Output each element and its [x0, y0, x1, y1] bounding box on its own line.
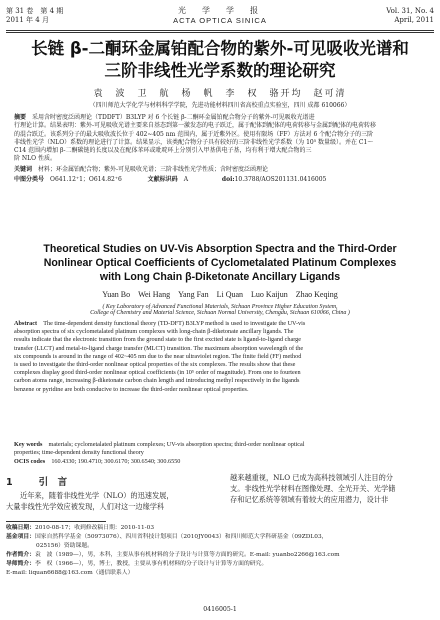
abstract-en-label: Abstract [14, 320, 38, 327]
authors-cn: 袁 波 卫 航 杨 帆 李 权 骆开均 赵可清 [93, 89, 347, 99]
header-date-en: April, 2011 [394, 16, 434, 24]
header-rule-thin [6, 32, 434, 33]
header-volume-cn: 第 31 卷 第 4 期 [6, 7, 64, 15]
footnote-line: E-mail: liquan6688@163.com（通信联系人） [6, 570, 134, 576]
title-cn-line: 三阶非线性光学系数的理论研究 [104, 61, 336, 80]
footnote-line: 作者简介：袁 波（1989—），男，本科，主要从事有机材料的分子设计与计算等方面的研究。E-mail: yuanbo2266@163.com [6, 552, 340, 558]
abstract-cn-line: 的混合跃迁。该系列分子的最大吸收波长位于 402~405 nm 范围内，属于近紫外区。使用有限场（FF）方法对 6 个配合物分子的三阶 [14, 130, 374, 138]
footnote-line: 基金项目：国家自然科学基金（50973076）、四川省科技计划项目（2010JY0043）和四川师范大学科研基金（09ZDL03， [6, 534, 328, 540]
doc-code-label: 文献标识码 [147, 176, 178, 183]
affiliation-en-line: ( Key Laboratory of Advanced Functional Materials, Sichuan Province Higher Education System, [102, 304, 338, 310]
footnote-line: 导师简介：李 权（1966—），男，博士，教授，主要从事有机材料的分子设计与计算等方面的研究。 [6, 561, 268, 567]
footnotes [6, 524, 434, 578]
journal-name-en: ACTA OPTICA SINICA [173, 16, 267, 25]
abstract-en-line: is used to investigate the third-order nonlinear optical properties of the six complexes. The results show that these [14, 361, 296, 369]
ocis-label: OCIS codes [14, 458, 46, 465]
title-en-line: Theoretical Studies on UV-Vis Absorption Spectra and the Third-Order [43, 243, 397, 255]
abstract-en-line: absorption spectra of six cyclometalated platinum complexes with long-chain β-diketonate ancillary ligands. The [14, 328, 294, 336]
abstract-cn [14, 114, 426, 164]
doi-value: 10.3788/AOS201131.0416005 [234, 176, 327, 183]
keywords-cn [14, 166, 426, 174]
abstract-cn-line: 摘要 采用含时密度泛函理论（TDDFT）B3LYP 对 6 个长链 β-二酮环金属铂配合物分子的紫外-可见吸收光谱进 [14, 114, 315, 121]
keywords-en-label: Key words [14, 441, 43, 448]
footnote-rule [6, 521, 106, 522]
keywords-en-line: properties; time-dependent density functional theory [14, 449, 144, 457]
abstract-en-line: benzene or pyridine are both conducive to increase the third-order nonlinear optical properties. [14, 385, 249, 393]
ocis-codes [14, 458, 426, 466]
abstract-cn-line: 阶 NLO 性质。 [14, 155, 56, 163]
title-cn-line: 长链 β-二酮环金属铂配合物的紫外-可见吸收光谱和 [31, 39, 409, 58]
affiliation-en [0, 304, 440, 316]
body-line: 大量非线性光学效应被发现，人们对这一边缘学科 [6, 502, 165, 511]
title-en [6, 242, 434, 284]
affiliation-en-line: College of Chemistry and Material Science, Sichuan Normal University, Chengdu, Sichuan 610066, China ) [90, 310, 350, 316]
ocis-value: 160.4330; 190.4710; 300.6170; 300.6540; 300.6550 [51, 458, 181, 465]
body-line: 近年来，随着非线性光学（NLO）的迅速发展， [20, 491, 174, 500]
doc-code-value: A [183, 176, 189, 183]
title-en-line: with Long Chain β-Diketonate Ancillary Ligands [99, 271, 341, 283]
header-right [386, 7, 434, 25]
keywords-cn-label: 关键词 [14, 166, 33, 173]
header-rule [6, 30, 434, 31]
footnote-line: 收稿日期：2010-08-17；收到修改稿日期：2010-11-03 [6, 525, 155, 531]
abstract-cn-line: 行理论计算。结果表明：紫外-可见吸收光谱主要来自基态到第一激发态的电子跃迁，属于配体到配体的电荷转移与金属到配体的电荷转移 [14, 122, 377, 130]
keywords-cn-text: 材料；环金属铂配合物；紫外-可见吸收光谱；三阶非线性光学性质；含时密度泛函理论 [38, 166, 269, 173]
section-number: 1 [6, 477, 13, 488]
abstract-cn-line: C14 范围内增加 β-二酮碳链的长度以及在配体苯环或吡啶环上分别引入甲基供电子基，均有利于增大配合物的三 [14, 147, 312, 155]
section-title: 引 言 [38, 477, 68, 488]
header-center [6, 6, 434, 26]
body-column-left [6, 490, 214, 512]
header-volume-en: Vol. 31, No. 4 [386, 7, 434, 15]
journal-name-cn: 光 学 学 报 [178, 6, 262, 15]
clc-label: 中图分类号 [14, 176, 45, 183]
abstract-en-line: complexes display good third-order nonlinear optical coefficients (in 10⁵ order of magnitude). From one to fourteen [14, 369, 301, 377]
clc-value: O641.12⁺1；O614.82⁺6 [50, 176, 122, 183]
page-number: 0416005-1 [203, 606, 237, 613]
authors-en: Yuan Bo Wei Hang Yang Fan Li Quan Luo Kaijun Zhao Keqing [102, 290, 338, 299]
abstract-en-line: six compounds is around in the range of 402~405 nm due to the near ultraviolet region. The finite field (FF) method [14, 352, 302, 360]
body-line: 存和记忆系统等领域有着较大的应用潜力，设计非 [230, 495, 389, 504]
classification-row [14, 176, 426, 184]
title-en-line: Nonlinear Optical Coefficients of Cyclometalated Platinum Complexes [43, 257, 397, 269]
abstract-cn-label: 摘要 [14, 114, 27, 121]
body-line: 越来越重视，NLO 已成为高科技领域引人注目的分 [230, 473, 393, 482]
footnote-line: 025156）资助课题。 [36, 543, 93, 549]
running-header [6, 4, 434, 30]
doi-label: doi: [221, 176, 235, 183]
body-line: 支。非线性光学材料在图像处理、全光开关、光学储 [230, 484, 396, 493]
abstract-en [14, 320, 426, 394]
section-heading [6, 474, 93, 488]
abstract-en-line: Abstract The time-dependent density functional theory (TD-DFT) B3LYP method is used to investigate the UV-vis [14, 320, 306, 327]
title-cn [6, 38, 434, 82]
abstract-en-line: results indicate that the electronic transition from the ground state to the first excited state is ligand-to-ligand charge [14, 336, 301, 344]
header-date-cn: 2011 年 4 月 [6, 16, 49, 24]
abstract-en-line: transfer (LLCT) and metal-to-ligand charge transfer (MLCT) transition. The maximum absorption wavelength of the [14, 344, 304, 352]
abstract-cn-line: 非线性光学（NLO）系数的理论进行了计算。结果显示，该类配合物分子具有较好的三阶非线性光学系数（为 10⁵ 数量级）。并在 C1～ [14, 138, 374, 146]
abstract-en-line: carbon atoms range, increasing β-diketonate carbon chain length and introducing methyl respectively in the ligands [14, 377, 300, 385]
affiliation-cn: （四川师范大学化学与材料科学学院，先进功能材料四川省高校重点实验室，四川 成都 610066） [89, 102, 351, 109]
body-column-right [230, 472, 434, 505]
keywords-en: Key words materials; cyclometalated platinum complexes; UV-vis absorption spectra; third-order nonlinear optical properties; time-dependent density functional theory [14, 441, 426, 457]
